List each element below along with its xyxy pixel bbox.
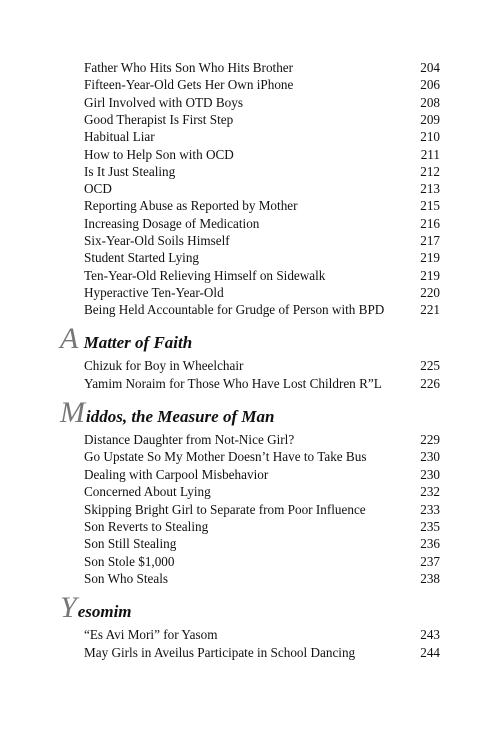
- toc-entry-title: “Es Avi Mori” for Yasom: [84, 627, 218, 642]
- toc-entry-page: 235: [420, 519, 440, 534]
- toc-entry-title: Being Held Accountable for Grudge of Person with BPD: [84, 302, 385, 318]
- toc-entry-page: 243: [420, 627, 440, 642]
- toc-entry: [84, 375, 440, 392]
- toc-entry: [84, 197, 440, 214]
- toc-entry-page: 244: [420, 644, 440, 660]
- toc-entry-title: Distance Daughter from Not-Nice Girl?: [84, 432, 295, 447]
- toc-entry-title: Son Who Steals: [84, 571, 169, 587]
- toc-entry-page: 237: [420, 553, 440, 569]
- toc-entry-title: Ten-Year-Old Relieving Himself on Sidewalk: [84, 267, 326, 283]
- toc-entry-title: Son Stole $1,000: [84, 553, 175, 569]
- toc-entry: [84, 215, 440, 232]
- toc-entry-title: Concerned About Lying: [84, 484, 211, 500]
- toc-entry-page: 221: [420, 302, 440, 318]
- toc-entry-page: 229: [420, 432, 440, 447]
- toc-entry: [84, 94, 440, 111]
- toc-entry-page: 217: [420, 233, 440, 248]
- toc-entry: [84, 448, 440, 465]
- toc-entry: [84, 180, 440, 197]
- toc-entry-title: Father Who Hits Son Who Hits Brother: [84, 60, 294, 75]
- toc-entry-title: How to Help Son with OCD: [84, 146, 234, 162]
- toc-entry: [84, 146, 440, 163]
- toc-entry: [84, 284, 440, 301]
- section-initial: Y: [60, 591, 77, 624]
- toc-entry-page: 220: [420, 284, 440, 300]
- toc-entry: [84, 518, 440, 535]
- toc-entry: [84, 553, 440, 570]
- section-initial: M: [60, 396, 85, 429]
- toc-entry-title: Son Reverts to Stealing: [84, 519, 209, 534]
- section-heading-middos: [60, 396, 274, 430]
- toc-entry-page: 208: [420, 94, 440, 110]
- toc-entry-page: 225: [420, 358, 440, 373]
- toc-entry-page: 210: [420, 129, 440, 145]
- toc-entry-title: Yamim Noraim for Those Who Have Lost Children R”L: [84, 375, 382, 391]
- toc-entry: [84, 483, 440, 500]
- toc-entry: [84, 128, 440, 145]
- toc-entry-page: 236: [420, 536, 440, 552]
- toc-entry-page: 215: [420, 198, 440, 214]
- toc-entry: [84, 570, 440, 587]
- toc-entry-title: Increasing Dosage of Medication: [84, 215, 260, 231]
- toc-entry-title: Fifteen-Year-Old Gets Her Own iPhone: [84, 77, 294, 93]
- toc-entry: [84, 111, 440, 128]
- toc-entry-title: Girl Involved with OTD Boys: [84, 94, 243, 110]
- toc-entry-page: 219: [420, 250, 440, 266]
- toc-entry: [84, 59, 440, 76]
- toc-entry-title: Skipping Bright Girl to Separate from Poor Influence: [84, 501, 366, 517]
- toc-entry: [84, 76, 440, 93]
- toc-entry: [84, 232, 440, 249]
- toc-entry-page: 206: [420, 77, 440, 93]
- toc-entry-page: 211: [420, 146, 440, 162]
- toc-entry: [84, 431, 440, 448]
- toc-entry-title: Reporting Abuse as Reported by Mother: [84, 198, 298, 214]
- toc-entry: [84, 644, 440, 661]
- toc-entry: [84, 501, 440, 518]
- toc-entry: [84, 626, 440, 643]
- toc-entry-title: May Girls in Aveilus Participate in School Dancing: [84, 644, 356, 660]
- toc-entry-page: 238: [420, 571, 440, 587]
- section-heading-faith: [60, 322, 192, 356]
- toc-entry-page: 226: [420, 375, 440, 391]
- section-title: iddos, the Measure of Man: [86, 407, 275, 426]
- toc-entry: [84, 535, 440, 552]
- toc-entry-title: Dealing with Carpool Misbehavior: [84, 466, 269, 482]
- toc-entry-title: Go Upstate So My Mother Doesn’t Have to Take Bus: [84, 449, 367, 465]
- toc-entry: [84, 357, 440, 374]
- toc-entry-page: 204: [420, 60, 440, 75]
- toc-entry-title: Habitual Liar: [84, 129, 155, 145]
- toc-entry-title: Six-Year-Old Soils Himself: [84, 233, 230, 248]
- toc-entry-page: 209: [420, 111, 440, 127]
- toc-entry-page: 219: [420, 267, 440, 283]
- section-initial: A: [60, 322, 79, 355]
- section-title: Matter of Faith: [79, 333, 193, 352]
- toc-entry-page: 212: [420, 163, 440, 179]
- toc-entry-title: Is It Just Stealing: [84, 163, 176, 179]
- toc-entry-page: 230: [420, 466, 440, 482]
- toc-entry-title: Good Therapist Is First Step: [84, 111, 234, 127]
- toc-entry: [84, 301, 440, 318]
- toc-entry-page: 230: [420, 449, 440, 465]
- toc-entry-title: Son Still Stealing: [84, 536, 177, 552]
- toc-entry-title: OCD: [84, 181, 112, 197]
- section-heading-yesomim: [60, 591, 132, 625]
- toc-entry-title: Hyperactive Ten-Year-Old: [84, 284, 224, 300]
- toc-entry: [84, 163, 440, 180]
- toc-entry-page: 213: [420, 181, 440, 197]
- toc-entry-page: 232: [420, 484, 440, 500]
- section-title: esomim: [77, 602, 132, 621]
- toc-entry-title: Chizuk for Boy in Wheelchair: [84, 358, 244, 373]
- toc-entry: [84, 466, 440, 483]
- toc-entry-title: Student Started Lying: [84, 250, 200, 266]
- toc-entry-page: 216: [420, 215, 440, 231]
- toc-entry: [84, 267, 440, 284]
- toc-entry-page: 233: [420, 501, 440, 517]
- toc-entry: [84, 249, 440, 266]
